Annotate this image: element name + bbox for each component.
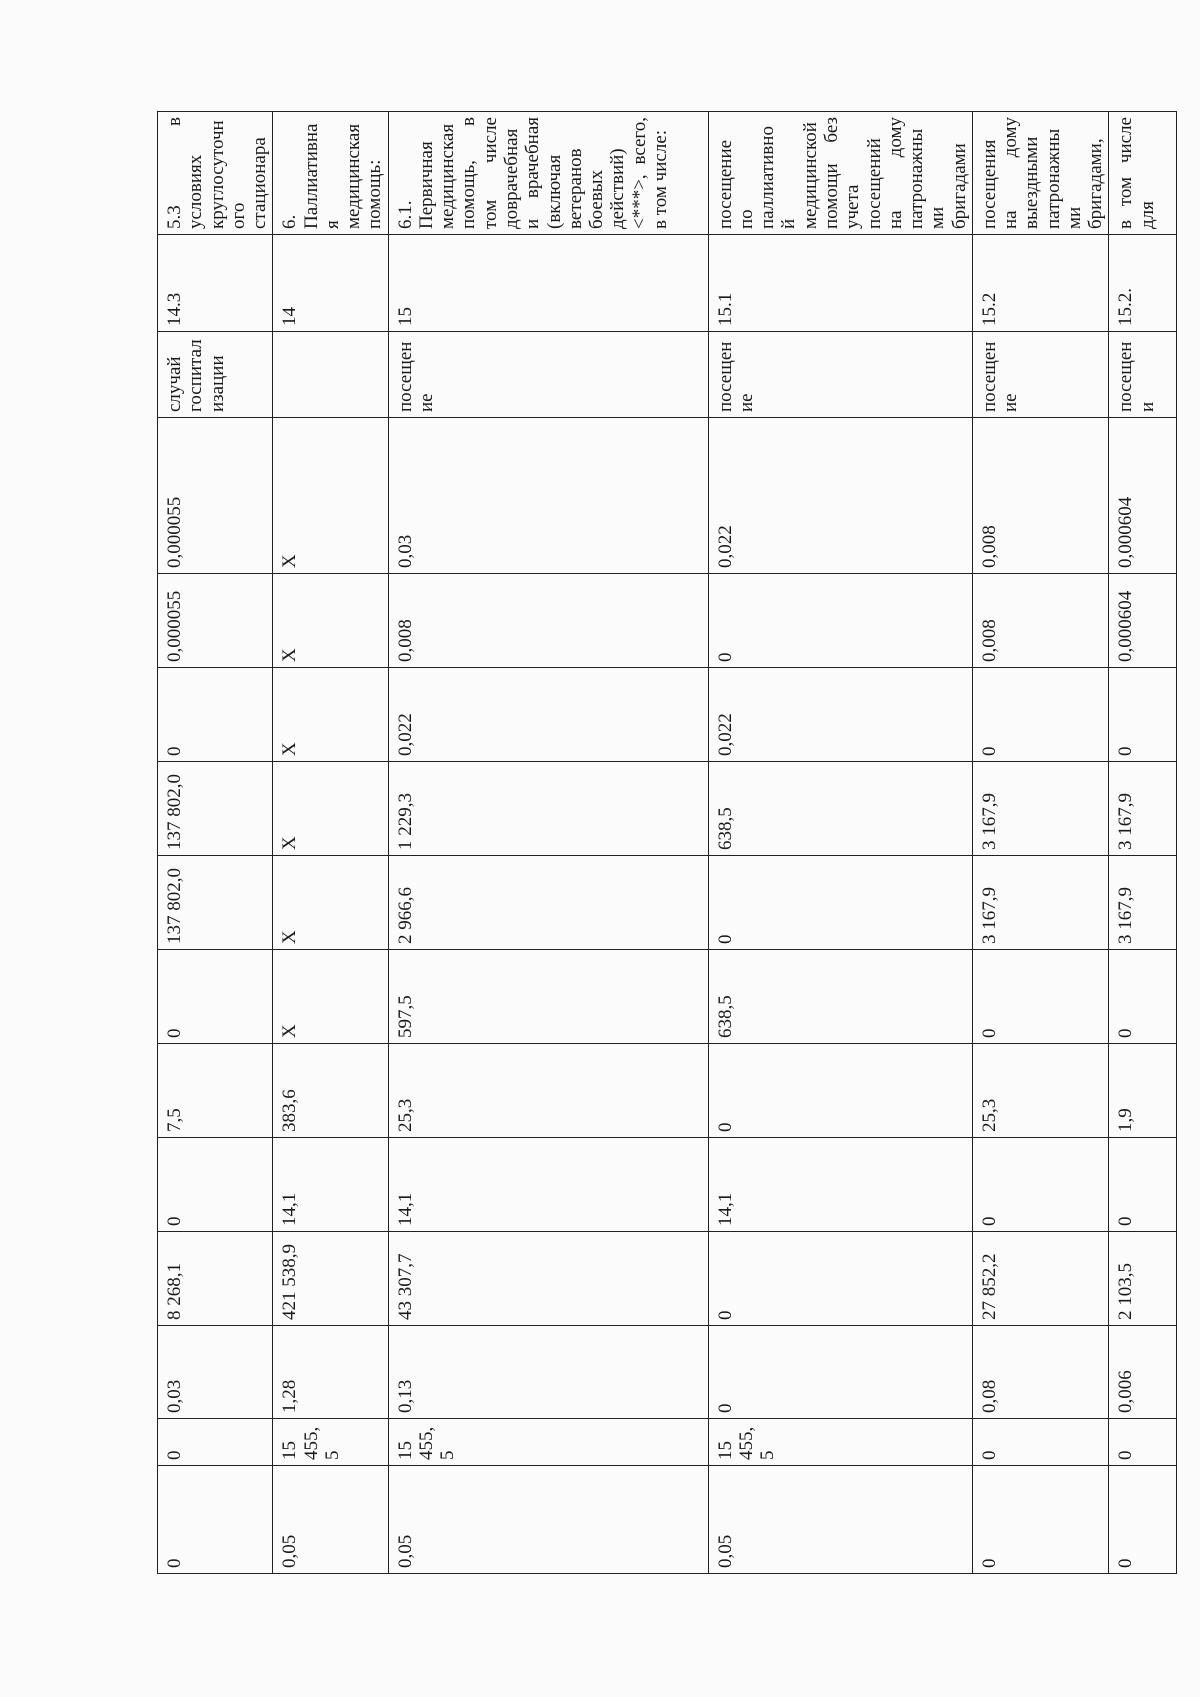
value-cell-c2: 0,008 (972, 574, 1109, 668)
value-cell-c11: 0 (972, 1419, 1109, 1466)
value-cell-c7: 25,3 (388, 1044, 708, 1138)
value-cell-c8: 14,1 (273, 1138, 388, 1232)
value-cell-c1: X (273, 418, 388, 574)
value-cell-c10: 0 (708, 1326, 972, 1419)
value-cell-c2: 0,000604 (1109, 574, 1177, 668)
value-cell-c1: 0,000055 (158, 418, 273, 574)
value-cell-c11: 15 455,5 (388, 1419, 708, 1466)
table-row (273, 112, 388, 1574)
row-name-cell: посещения на дому выездными патронажными бригадами, (972, 112, 1109, 235)
value-cell-c8: 0 (1109, 1138, 1177, 1232)
table-row (158, 112, 273, 1574)
value-cell-c11: 15 455,5 (708, 1419, 972, 1466)
value-cell-c9: 2 103,5 (1109, 1232, 1177, 1326)
unit-cell: посещение (972, 332, 1109, 418)
value-cell-c1: 0,022 (708, 418, 972, 574)
row-name-cell: 6. Паллиативная медицинская помощь: (273, 112, 388, 235)
row-code-cell: 15.2 (972, 235, 1109, 332)
value-cell-c10: 0,006 (1109, 1326, 1177, 1419)
value-cell-c2: 0,008 (388, 574, 708, 668)
table-row (388, 112, 708, 1574)
table-row (972, 112, 1109, 1574)
value-cell-c2: 0,000055 (158, 574, 273, 668)
value-cell-c11: 0 (158, 1419, 273, 1466)
value-cell-c9: 0 (708, 1232, 972, 1326)
row-code-cell: 14 (273, 235, 388, 332)
value-cell-c1: 0,000604 (1109, 418, 1177, 574)
value-cell-c10: 0,03 (158, 1326, 273, 1419)
table-row (1109, 112, 1177, 1574)
value-cell-c3: 0,022 (388, 668, 708, 762)
value-cell-c2: 0 (708, 574, 972, 668)
value-cell-c10: 1,28 (273, 1326, 388, 1419)
value-cell-c4: 137 802,0 (158, 762, 273, 856)
value-cell-c10: 0,08 (972, 1326, 1109, 1419)
row-code-cell: 15 (388, 235, 708, 332)
value-cell-c6: 638,5 (708, 950, 972, 1044)
value-cell-c4: X (273, 762, 388, 856)
value-cell-c4: 1 229,3 (388, 762, 708, 856)
value-cell-c4: 3 167,9 (972, 762, 1109, 856)
value-cell-c3: 0,022 (708, 668, 972, 762)
row-code-cell: 15.1 (708, 235, 972, 332)
value-cell-c3: 0 (1109, 668, 1177, 762)
value-cell-c3: 0 (158, 668, 273, 762)
value-cell-c3: 0 (972, 668, 1109, 762)
value-cell-c7: 25,3 (972, 1044, 1109, 1138)
value-cell-c12: 0 (158, 1466, 273, 1574)
value-cell-c9: 27 852,2 (972, 1232, 1109, 1326)
value-cell-c5: X (273, 856, 388, 950)
value-cell-c5: 3 167,9 (1109, 856, 1177, 950)
value-cell-c10: 0,13 (388, 1326, 708, 1419)
unit-cell: посещение (388, 332, 708, 418)
value-cell-c4: 3 167,9 (1109, 762, 1177, 856)
value-cell-c6: 0 (1109, 950, 1177, 1044)
data-table (157, 111, 1177, 1574)
value-cell-c6: 0 (158, 950, 273, 1044)
value-cell-c8: 0 (158, 1138, 273, 1232)
value-cell-c9: 43 307,7 (388, 1232, 708, 1326)
table-body (158, 112, 1177, 1574)
unit-cell (273, 332, 388, 418)
row-code-cell: 14.3 (158, 235, 273, 332)
value-cell-c12: 0,05 (388, 1466, 708, 1574)
value-cell-c7: 0 (708, 1044, 972, 1138)
unit-cell: посещение (708, 332, 972, 418)
value-cell-c11: 15 455,5 (273, 1419, 388, 1466)
value-cell-c5: 2 966,6 (388, 856, 708, 950)
value-cell-c8: 14,1 (388, 1138, 708, 1232)
value-cell-c12: 0,05 (273, 1466, 388, 1574)
unit-cell: посещени (1109, 332, 1177, 418)
value-cell-c6: X (273, 950, 388, 1044)
value-cell-c6: 597,5 (388, 950, 708, 1044)
value-cell-c7: 1,9 (1109, 1044, 1177, 1138)
row-code-cell: 15.2. (1109, 235, 1177, 332)
value-cell-c8: 14,1 (708, 1138, 972, 1232)
value-cell-c3: X (273, 668, 388, 762)
value-cell-c1: 0,008 (972, 418, 1109, 574)
value-cell-c6: 0 (972, 950, 1109, 1044)
row-name-cell: посещение по паллиативной медицинской помощи без учета посещений на дому патронажными бригадами (708, 112, 972, 235)
value-cell-c5: 137 802,0 (158, 856, 273, 950)
value-cell-c8: 0 (972, 1138, 1109, 1232)
value-cell-c5: 0 (708, 856, 972, 950)
value-cell-c9: 8 268,1 (158, 1232, 273, 1326)
value-cell-c1: 0,03 (388, 418, 708, 574)
rotated-table-wrapper (157, 112, 1158, 1574)
value-cell-c4: 638,5 (708, 762, 972, 856)
unit-cell: случай госпитализации (158, 332, 273, 418)
table-row (708, 112, 972, 1574)
value-cell-c11: 0 (1109, 1419, 1177, 1466)
value-cell-c2: X (273, 574, 388, 668)
row-name-cell: 6.1. Первичная медицинская помощь, в том числе доврачебная и врачебная (включая ветеранов боевых действий) <***>, всего, в том числе: (388, 112, 708, 235)
value-cell-c12: 0,05 (708, 1466, 972, 1574)
value-cell-c12: 0 (1109, 1466, 1177, 1574)
value-cell-c7: 383,6 (273, 1044, 388, 1138)
value-cell-c5: 3 167,9 (972, 856, 1109, 950)
value-cell-c12: 0 (972, 1466, 1109, 1574)
value-cell-c9: 421 538,9 (273, 1232, 388, 1326)
row-name-cell: в том числе для (1109, 112, 1177, 235)
value-cell-c7: 7,5 (158, 1044, 273, 1138)
row-name-cell: 5.3 в условиях круглосуточного стационара (158, 112, 273, 235)
